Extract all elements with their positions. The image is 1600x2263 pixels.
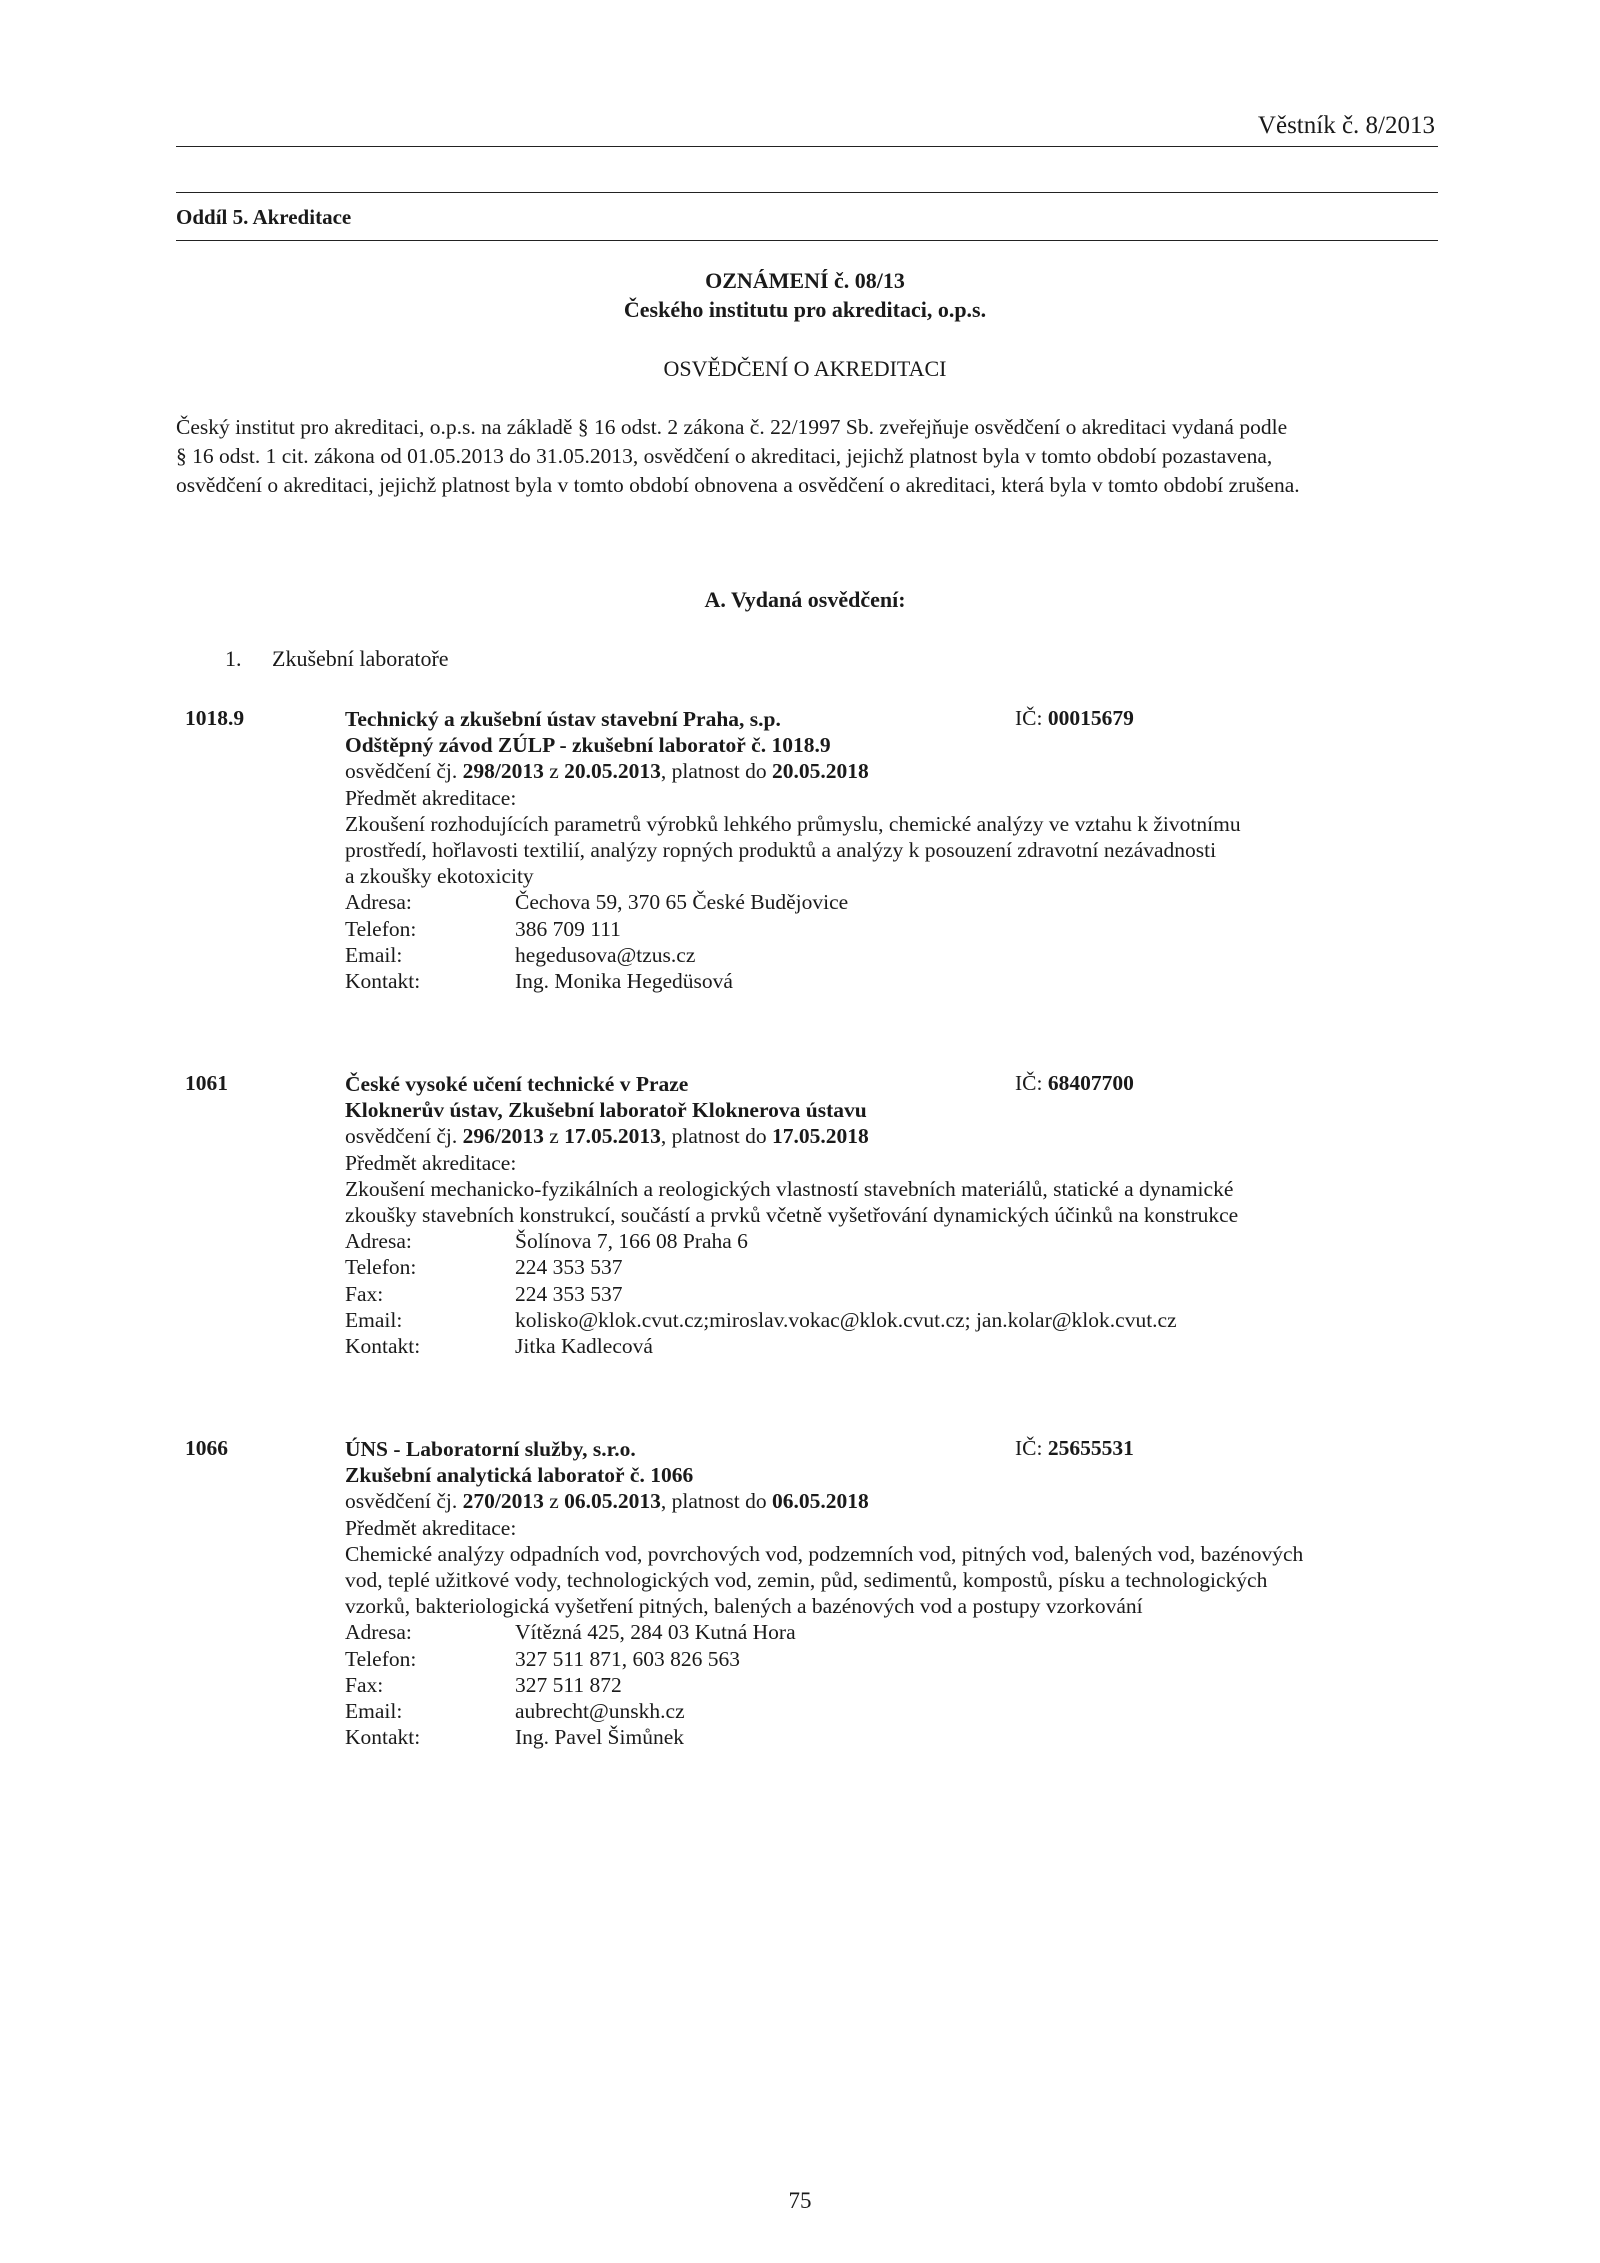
entry-certificate [345, 1123, 1445, 1149]
ic-value: 25655531 [1047, 1436, 1134, 1460]
section-title: Oddíl 5. Akreditace [176, 205, 352, 229]
part-a-heading: A. Vydaná osvědčení: [704, 587, 906, 612]
ic-label: IČ: [1015, 1436, 1043, 1460]
contact-value: aubrecht@unskh.cz [515, 1699, 685, 1724]
contact-row [345, 1672, 1445, 1698]
contact-value: 327 511 871, 603 826 563 [515, 1646, 740, 1671]
cert-date: 20.05.2013 [564, 759, 661, 784]
contact-label: Email: [345, 942, 403, 967]
cert-number: 298/2013 [462, 759, 544, 784]
intro-line: Český institut pro akreditaci, o.p.s. na základě § 16 odst. 2 zákona č. 22/1997 Sb. zveřejňuje osvědčení o akreditaci vydaná podle [176, 415, 1288, 439]
announcement-title: OZNÁMENÍ č. 08/13 [705, 268, 905, 293]
cert-number: 270/2013 [462, 1489, 544, 1514]
contact-value: Vítězná 425, 284 03 Kutná Hora [515, 1620, 796, 1645]
contact-label: Email: [345, 1699, 403, 1724]
contact-label: Kontakt: [345, 1725, 421, 1750]
announcement-subtitle: OSVĚDČENÍ O AKREDITACI [663, 356, 947, 381]
entry-body [345, 706, 1445, 994]
contact-row [345, 968, 1445, 994]
entry-unit: Zkušební analytická laboratoř č. 1066 [345, 1463, 694, 1488]
subject-line: Zkoušení mechanicko-fyzikálních a reologických vlastností stavebních materiálů, statické a dynamické [345, 1176, 1234, 1201]
validity-text: , platnost do [660, 1124, 767, 1149]
contact-row [345, 1254, 1445, 1280]
contact-label: Email: [345, 1307, 403, 1332]
cert-prefix: osvědčení čj. [345, 1489, 458, 1514]
contact-value: 224 353 537 [515, 1255, 623, 1280]
header-rule [176, 146, 1438, 147]
contact-row [345, 1698, 1445, 1724]
cert-z: z [549, 1489, 559, 1514]
contact-row [345, 1228, 1445, 1254]
contact-label: Fax: [345, 1672, 384, 1697]
contact-row [345, 1333, 1445, 1359]
ic-label: IČ: [1015, 706, 1043, 730]
entry-unit: Odštěpný závod ZÚLP - zkušební laboratoř č. 1018.9 [345, 733, 831, 758]
contact-value: 224 353 537 [515, 1281, 623, 1306]
category-number: 1. [225, 646, 242, 671]
subject-label: Předmět akreditace: [345, 1150, 517, 1175]
contact-label: Kontakt: [345, 1334, 421, 1359]
entry-certificate [345, 1488, 1445, 1514]
contact-value: Ing. Monika Hegedüsová [515, 969, 733, 994]
contact-value: Ing. Pavel Šimůnek [515, 1725, 684, 1750]
contact-label: Adresa: [345, 1620, 412, 1645]
entry-body [345, 1071, 1445, 1359]
contact-label: Adresa: [345, 890, 412, 915]
bulletin-number: Věstník č. 8/2013 [1257, 112, 1435, 139]
category-label: Zkušební laboratoře [272, 646, 449, 671]
contact-label: Telefon: [345, 916, 417, 941]
entry-code: 1018.9 [185, 706, 245, 730]
validity-text: , platnost do [660, 759, 767, 784]
entry-code: 1061 [185, 1071, 228, 1095]
cert-z: z [549, 1124, 559, 1149]
subject-line: vzorků, bakteriologická vyšetření pitných, balených a bazénových vod a postupy vzorkování [345, 1594, 1143, 1619]
cert-number: 296/2013 [462, 1124, 544, 1149]
subject-line: zkoušky stavebních konstrukcí, součástí a prvků včetně vyšetřování dynamických účinků na konstrukce [345, 1203, 1239, 1228]
subject-line: vod, teplé užitkové vody, technologických vod, zemin, půd, sedimentů, kompostů, písku a technologických [345, 1568, 1268, 1593]
intro-line: § 16 odst. 1 cit. zákona od 01.05.2013 do 31.05.2013, osvědčení o akreditaci, jejichž platnost byla v tomto období pozastavena, [176, 444, 1273, 468]
contact-label: Telefon: [345, 1255, 417, 1280]
contact-value: hegedusova@tzus.cz [515, 942, 696, 967]
contact-row [345, 1619, 1445, 1645]
entry-org: Technický a zkušební ústav stavební Praha, s.p. [345, 707, 781, 731]
intro-paragraph [176, 413, 1438, 500]
contact-value: Čechova 59, 370 65 České Budějovice [515, 890, 849, 915]
ic-value: 00015679 [1047, 706, 1134, 730]
entry-org: České vysoké učení technické v Praze [345, 1072, 689, 1096]
contact-row [345, 916, 1445, 942]
cert-date: 17.05.2013 [564, 1124, 661, 1149]
ic-value: 68407700 [1047, 1071, 1134, 1095]
contact-value: Jitka Kadlecová [515, 1334, 653, 1359]
entry-unit: Kloknerův ústav, Zkušební laboratoř Kloknerova ústavu [345, 1098, 867, 1123]
contact-row [345, 889, 1445, 915]
contact-label: Telefon: [345, 1646, 417, 1671]
intro-line: osvědčení o akreditaci, jejichž platnost byla v tomto období obnovena a osvědčení o akreditaci, která byla v tomto období zrušena. [176, 473, 1300, 497]
entry-certificate [345, 758, 1445, 784]
valid-until: 20.05.2018 [772, 759, 869, 784]
contact-label: Fax: [345, 1281, 384, 1306]
contact-row [345, 942, 1445, 968]
contact-value: Šolínova 7, 166 08 Praha 6 [515, 1229, 748, 1254]
contact-row [345, 1724, 1445, 1750]
announcement-issuer: Českého institutu pro akreditaci, o.p.s. [623, 297, 987, 322]
contact-value: 386 709 111 [515, 916, 621, 941]
subject-line: a zkoušky ekotoxicity [345, 864, 534, 889]
subject-line: prostředí, hořlavosti textilií, analýzy ropných produktů a analýzy k posouzení zdravotní nezávadnosti [345, 838, 1217, 863]
entry-org: ÚNS - Laboratorní služby, s.r.o. [345, 1437, 636, 1461]
cert-prefix: osvědčení čj. [345, 759, 458, 784]
subject-line: Zkoušení rozhodujících parametrů výrobků lehkého průmyslu, chemické analýzy ve vztahu k životnímu [345, 811, 1241, 836]
contact-row [345, 1281, 1445, 1307]
valid-until: 06.05.2018 [772, 1489, 869, 1514]
contact-value: kolisko@klok.cvut.cz;miroslav.vokac@klok.cvut.cz; jan.kolar@klok.cvut.cz [515, 1307, 1177, 1332]
cert-date: 06.05.2013 [564, 1489, 661, 1514]
entry-code: 1066 [185, 1436, 228, 1460]
entry-body [345, 1436, 1445, 1750]
contact-value: 327 511 872 [515, 1672, 622, 1697]
cert-z: z [549, 759, 559, 784]
subject-label: Předmět akreditace: [345, 1515, 517, 1540]
subject-line: Chemické analýzy odpadních vod, povrchových vod, podzemních vod, pitných vod, balených vod, bazénových [345, 1541, 1304, 1566]
contact-row [345, 1307, 1445, 1333]
valid-until: 17.05.2018 [772, 1124, 869, 1149]
contact-label: Kontakt: [345, 969, 421, 994]
cert-prefix: osvědčení čj. [345, 1124, 458, 1149]
section-rule-top [176, 192, 1438, 193]
ic-label: IČ: [1015, 1071, 1043, 1095]
contact-row [345, 1646, 1445, 1672]
validity-text: , platnost do [660, 1489, 767, 1514]
contact-label: Adresa: [345, 1229, 412, 1254]
subject-label: Předmět akreditace: [345, 785, 517, 810]
section-rule-bottom [176, 240, 1438, 241]
page-number: 75 [788, 2188, 812, 2213]
